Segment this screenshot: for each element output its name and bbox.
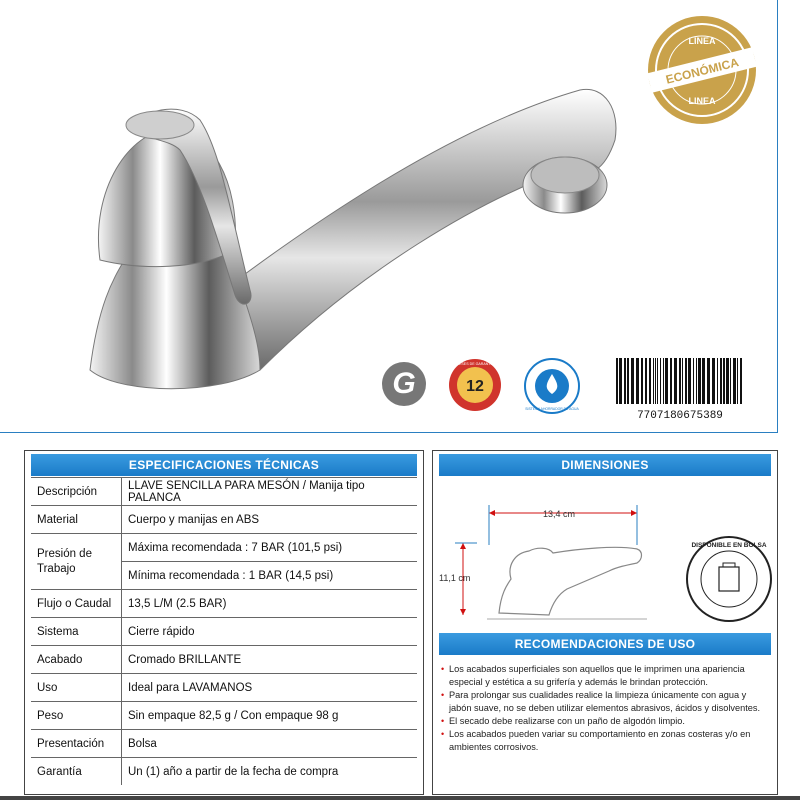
table-row: [31, 506, 417, 534]
bag-badge-text: DISPONIBLE EN BOLSA: [691, 542, 767, 549]
barcode-bar: [627, 358, 629, 404]
barcode-bar: [655, 358, 656, 404]
spec-label: Flujo o Caudal: [31, 590, 122, 618]
barcode-bar: [631, 358, 634, 404]
economica-seal: [646, 14, 758, 126]
spec-value: LLAVE SENCILLA PARA MESÓN / Manija tipo PALANCA: [122, 478, 418, 506]
barcode-bar: [688, 358, 691, 404]
spec-value: Mínima recomendada : 1 BAR (14,5 psi): [122, 562, 418, 590]
list-item: • Los acabados superficiales son aquellos que le imprimen una apariencia especial y estética a su grifería y además le brindan protección.: [441, 663, 771, 689]
width-label: 13,4 cm: [543, 509, 576, 519]
spec-label: Peso: [31, 702, 122, 730]
barcode-bar: [636, 358, 639, 404]
barcode-bar: [665, 358, 668, 404]
table-row: [31, 674, 417, 702]
spec-value: Cromado BRILLANTE: [122, 646, 418, 674]
barcode-bar: [645, 358, 647, 404]
barcode-number: 7707180675389: [637, 410, 723, 420]
table-row: [31, 758, 417, 786]
barcode-bar: [717, 358, 718, 404]
barcode-bar: [712, 358, 715, 404]
barcode-bar: [737, 358, 738, 404]
barcode-bar: [733, 358, 736, 404]
brand-logo-g: G: [382, 362, 426, 406]
table-row: [31, 618, 417, 646]
seal-bottom-text: LINEA: [688, 96, 716, 106]
spec-label: Garantía: [31, 758, 122, 786]
barcode-bar: [657, 358, 658, 404]
seal-main-text: ECONÓMICA: [664, 55, 741, 87]
barcode-bar: [660, 358, 661, 404]
spec-label: Acabado: [31, 646, 122, 674]
barcode-bar: [696, 358, 697, 404]
barcode-bar: [685, 358, 687, 404]
barcode: [612, 356, 748, 420]
spec-value: Cuerpo y manijas en ABS: [122, 506, 418, 534]
barcode-bar: [740, 358, 742, 404]
barcode-bar: [730, 358, 731, 404]
barcode-bar: [726, 358, 729, 404]
warranty-badge: [448, 358, 502, 412]
barcode-bar: [616, 358, 618, 404]
barcode-bar: [649, 358, 651, 404]
spec-label: Presentación: [31, 730, 122, 758]
recommendations-title: RECOMENDACIONES DE USO: [439, 633, 771, 655]
barcode-bar: [698, 358, 701, 404]
barcode-bar: [619, 358, 622, 404]
barcode-bar: [702, 358, 705, 404]
water-saver-badge: [524, 358, 580, 414]
list-item: • El secado debe realizarse con un paño de algodón limpio.: [441, 715, 771, 728]
spec-value: Ideal para LAVAMANOS: [122, 674, 418, 702]
bottom-border: [0, 796, 800, 800]
spec-value: Máxima recomendada : 7 BAR (101,5 psi): [122, 534, 418, 562]
spec-label: Presión de Trabajo: [31, 534, 122, 590]
spec-label: Uso: [31, 674, 122, 702]
warranty-ring-text: MESES DE GARANTÍA: [456, 362, 494, 366]
list-item: • Para prolongar sus cualidades realice la limpieza únicamente con agua y jabón suave, no se deben utilizar elementos abrasivos, ácidos y disolventes.: [441, 689, 771, 715]
table-row: [31, 478, 417, 506]
barcode-bar: [720, 358, 722, 404]
recommendations-list: [441, 663, 771, 754]
spec-value: Bolsa: [122, 730, 418, 758]
spec-value: Un (1) año a partir de la fecha de compra: [122, 758, 418, 786]
height-label: 11,1 cm: [439, 573, 471, 583]
barcode-bar: [679, 358, 681, 404]
dimension-drawing: [437, 485, 677, 635]
table-row: [31, 590, 417, 618]
spec-panel: [24, 450, 424, 795]
warranty-months: 12: [466, 378, 484, 395]
spec-label: Material: [31, 506, 122, 534]
spec-label: Descripción: [31, 478, 122, 506]
dimensions-title: DIMENSIONES: [439, 454, 771, 476]
spec-label: Sistema: [31, 618, 122, 646]
barcode-bar: [641, 358, 643, 404]
barcode-bar: [670, 358, 672, 404]
seal-top-text: LINEA: [688, 36, 716, 46]
spec-value: Sin empaque 82,5 g / Con empaque 98 g: [122, 702, 418, 730]
barcode-bar: [624, 358, 626, 404]
bag-badge: [685, 535, 773, 623]
table-row: [31, 730, 417, 758]
barcode-bar: [653, 358, 654, 404]
barcode-bar: [674, 358, 677, 404]
spec-table: [31, 477, 417, 785]
spec-value: Cierre rápido: [122, 618, 418, 646]
barcode-bar: [663, 358, 664, 404]
list-item: • Los acabados pueden variar su comportamiento en zonas costeras y/o en ambientes corrosivos.: [441, 728, 771, 754]
barcode-bar: [693, 358, 694, 404]
barcode-bar: [723, 358, 725, 404]
table-row: [31, 646, 417, 674]
barcode-bar: [707, 358, 710, 404]
spec-value: 13,5 L/M (2.5 BAR): [122, 590, 418, 618]
table-row: [31, 534, 417, 562]
spec-title: ESPECIFICACIONES TÉCNICAS: [31, 454, 417, 476]
table-row: [31, 702, 417, 730]
water-saver-text: SISTEMA AHORRADOR DE AGUA: [525, 407, 579, 411]
barcode-bar: [682, 358, 683, 404]
dimensions-panel: [432, 450, 778, 795]
